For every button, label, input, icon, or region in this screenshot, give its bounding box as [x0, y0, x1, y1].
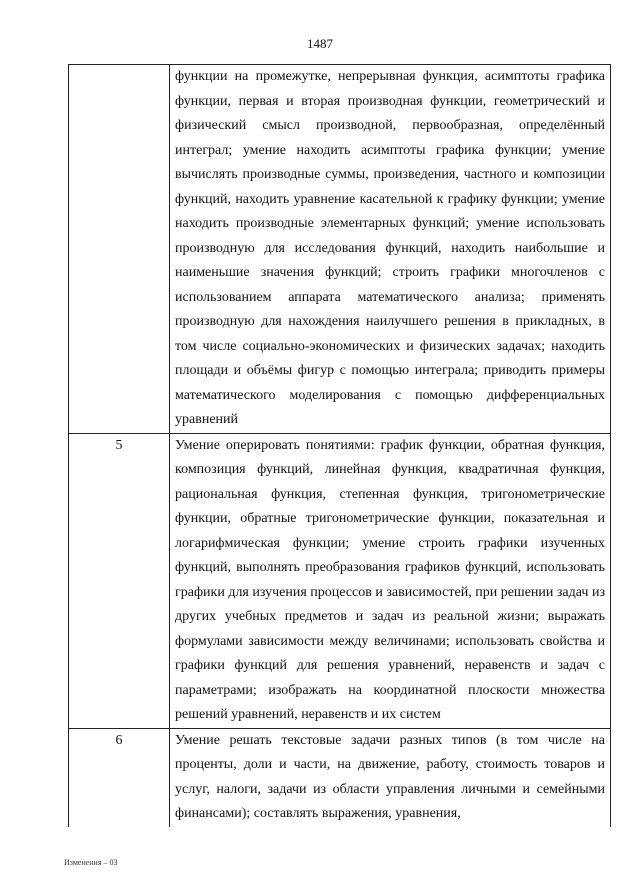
table-row — [69, 433, 611, 728]
row-number-cell — [69, 65, 170, 434]
row-number-cell: 6 — [69, 728, 170, 827]
row-number-cell: 5 — [69, 433, 170, 728]
row-text-cell: Умение решать текстовые задачи разных типов (в том числе на проценты, доли и части, на движение, работу, стоимость товаров и услуг, налоги, задачи из области управления личными и семейными финансами); составлять выражения, уравнения, — [170, 728, 611, 827]
table-row — [69, 65, 611, 434]
page-number: 1487 — [307, 36, 333, 51]
requirements-table — [68, 64, 611, 827]
table-row — [69, 728, 611, 827]
footer-revision-note: Изменения – 03 — [64, 858, 118, 867]
row-text-cell: функции на промежутке, непрерывная функция, асимптоты графика функции, первая и вторая производная функции, геометрический и физический смысл производной, первообразная, определённый интеграл; умение находить асимптоты графика функции; умение вычислять производные суммы, произведения, частного и композиции функций, находить уравнение касательной к графику функции; умение находить производные элементарных функций; умение использовать производную для исследования функций, находить наибольшие и наименьшие значения функций; строить графики многочленов с использованием аппарата математического анализа; применять производную для нахождения наилучшего решения в прикладных, в том числе социально-экономических и физических задачах; находить площади и объёмы фигур с помощью интеграла; приводить примеры математического моделирования с помощью дифференциальных уравнений — [170, 65, 611, 434]
row-text-cell: Умение оперировать понятиями: график функции, обратная функция, композиция функций, линейная функция, квадратичная функция, рациональная функция, степенная функция, тригонометрические функции, обратные тригонометрические функции, показательная и логарифмическая функции; умение строить графики изученных функций, выполнять преобразования графиков функций, использовать графики для изучения процессов и зависимостей, при решении задач из других учебных предметов и задач из реальной жизни; выражать формулами зависимости между величинами; использовать свойства и графики функций для решения уравнений, неравенств и задач с параметрами; изображать на координатной плоскости множества решений уравнений, неравенств и их систем — [170, 433, 611, 728]
